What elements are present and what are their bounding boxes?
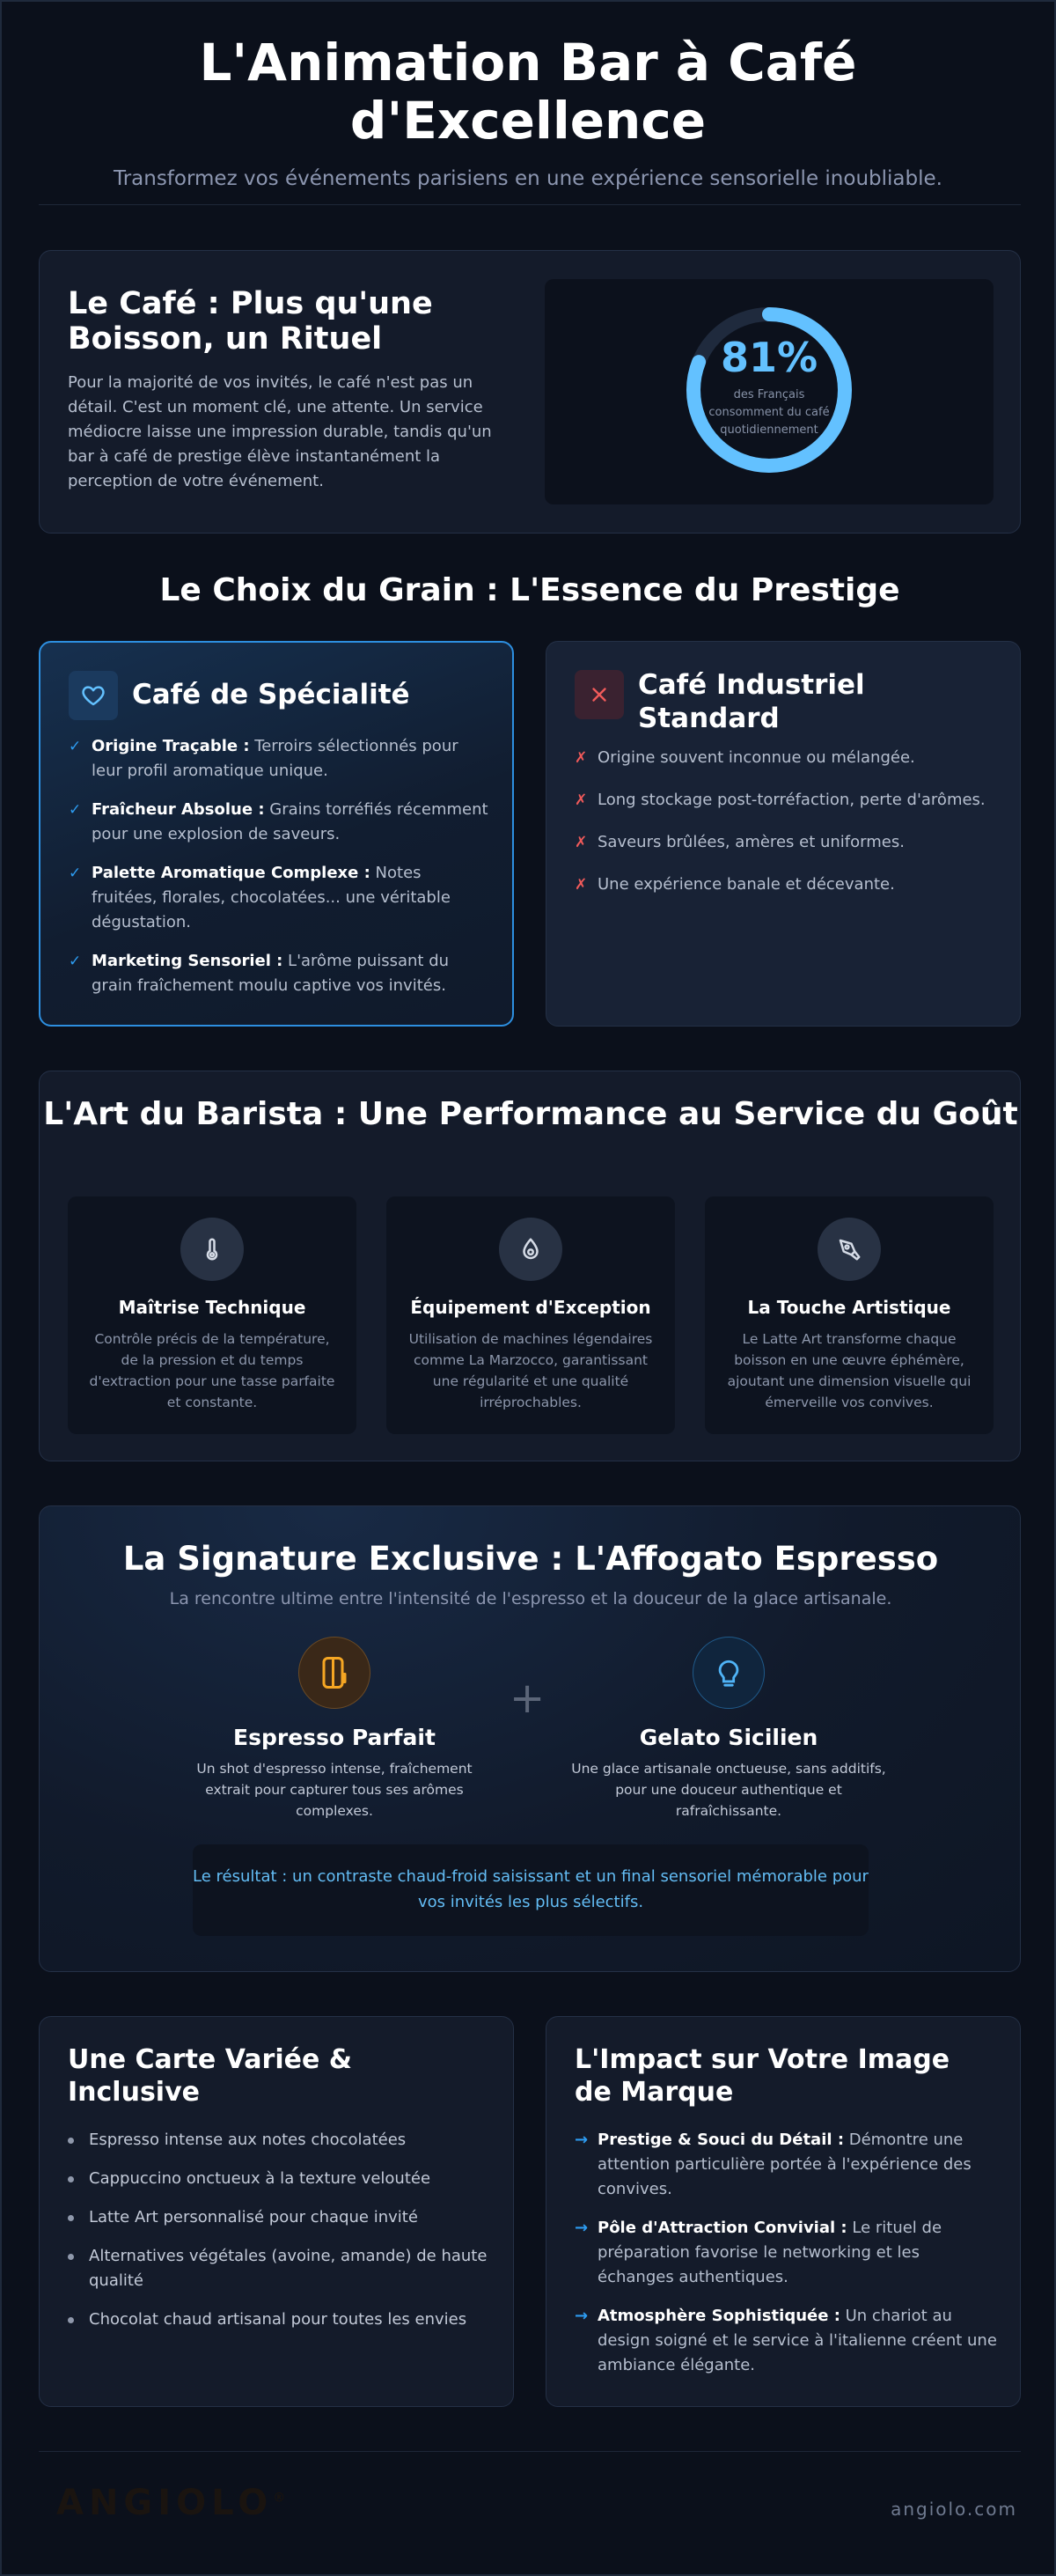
stat-value: 81%: [720, 334, 818, 381]
gelato-icon: [693, 1637, 765, 1709]
list-item: [575, 2216, 997, 2290]
menu-title: Une Carte Variée & Inclusive: [68, 2044, 352, 2108]
item-label: Atmosphère Sophistiquée :: [598, 2307, 840, 2325]
intro-card: [39, 250, 1021, 534]
intro-body: Pour la majorité de vos invités, le café n'est pas un détail. C'est un moment clé, une attente. Un service médiocre laisse une impression durable, tandis qu'un bar à café de prestige élève instantanément la perception de votre événement.: [68, 373, 492, 490]
impact-title: L'Impact sur Votre Image de Marque: [575, 2044, 950, 2108]
espresso-icon: [298, 1637, 370, 1709]
item-text: Le rituel de préparation favorise le networking et les échanges authentiques.: [598, 2219, 942, 2286]
divider: [39, 204, 1021, 205]
barista-title: L'Art du Barista : Une Performance au Service du Goût: [43, 1096, 1018, 1132]
list-item: [69, 949, 491, 998]
list-item: [575, 2304, 997, 2378]
impact-card: [546, 2016, 1021, 2407]
affogato-subtitle: La rencontre ultime entre l'intensité de l'espresso et la douceur de la glace artisanale.: [169, 1589, 892, 1608]
cross-icon: ✗: [575, 876, 588, 894]
specialty-title: Café de Spécialité: [132, 679, 410, 710]
item-text: Origine souvent inconnue ou mélangée.: [598, 748, 915, 767]
feature-artistic: [705, 1196, 994, 1434]
page-header: [2, 2, 1054, 190]
gelato-title: Gelato Sicilien: [639, 1725, 818, 1750]
logo-text: ANGIOLO: [56, 2483, 274, 2523]
list-item: [575, 788, 997, 813]
espresso-text: Un shot d'espresso intense, fraîchement extrait pour capturer tous ses arômes complexes.: [196, 1761, 473, 1819]
check-icon: ✓: [69, 865, 82, 882]
list-item: [575, 746, 997, 770]
stat-caption: des Français consomment du café quotidiennement: [708, 388, 830, 437]
footer-logo: [56, 2483, 285, 2523]
list-item: Chocolat chaud artisanal pour toutes les envies: [68, 2307, 490, 2332]
page-title: L'Animation Bar à Café d'Excellence: [199, 33, 857, 151]
pen-icon: [818, 1218, 881, 1281]
item-text: Long stockage post-torréfaction, perte d'arômes.: [598, 791, 986, 809]
specialty-card: [39, 641, 514, 1027]
feature-equipment: [386, 1196, 675, 1434]
heart-icon: [69, 671, 118, 720]
close-icon: [575, 670, 624, 719]
item-text: Un chariot au design soigné et le service à l'italienne créent une ambiance élégante.: [598, 2307, 997, 2374]
cross-icon: ✗: [575, 791, 588, 809]
item-text: Démontre une attention particulière portée à l'expérience des convives.: [598, 2131, 972, 2198]
item-text: Une expérience banale et décevante.: [598, 875, 895, 894]
feature-text: Utilisation de machines légendaires comme La Marzocco, garantissant une régularité et une qualité irréprochables.: [408, 1331, 653, 1410]
plus-sign: +: [510, 1674, 546, 1723]
list-item: [575, 830, 997, 855]
feature-technique: [68, 1196, 356, 1434]
check-icon: ✓: [69, 738, 82, 755]
feature-text: Contrôle précis de la température, de la pression et du temps d'extraction pour une tasse parfaite et constante.: [89, 1331, 335, 1410]
list-item: [575, 872, 997, 897]
feature-title: Équipement d'Exception: [410, 1297, 651, 1318]
barista-card: [39, 1071, 1021, 1461]
item-text: Notes fruitées, florales, chocolatées... une véritable dégustation.: [92, 864, 451, 931]
item-text: Terroirs sélectionnés pour leur profil aromatique unique.: [92, 737, 458, 780]
thermometer-icon: [180, 1218, 244, 1281]
menu-card: [39, 2016, 514, 2407]
item-text: Grains torréfiés récemment pour une explosion de saveurs.: [92, 800, 488, 843]
list-item: Espresso intense aux notes chocolatées: [68, 2128, 490, 2153]
list-item: [69, 734, 491, 784]
cross-icon: ✗: [575, 834, 588, 851]
item-label: Fraîcheur Absolue :: [92, 800, 265, 819]
impact-list: [575, 2128, 997, 2392]
list-item: Cappuccino onctueux à la texture veloutée: [68, 2167, 490, 2191]
list-item: [69, 861, 491, 935]
gelato-text: Une glace artisanale onctueuse, sans additifs, pour une douceur authentique et rafraîchissante.: [571, 1761, 886, 1819]
intro-title: Le Café : Plus qu'une Boisson, un Rituel: [68, 286, 433, 357]
item-label: Palette Aromatique Complexe :: [92, 864, 370, 882]
menu-list: [68, 2128, 490, 2346]
industrial-card: [546, 641, 1021, 1027]
item-label: Origine Traçable :: [92, 737, 250, 755]
page-subtitle: Transformez vos événements parisiens en une expérience sensorielle inoubliable.: [114, 167, 942, 190]
drop-icon: [499, 1218, 562, 1281]
check-icon: ✓: [69, 953, 82, 970]
feature-title: La Touche Artistique: [747, 1297, 951, 1318]
specialty-list: [69, 734, 491, 998]
affogato-card: [39, 1505, 1021, 1972]
check-icon: ✓: [69, 801, 82, 819]
result-box: Le résultat : un contraste chaud-froid saisissant et un final sensoriel mémorable pour vos invités les plus sélectifs.: [193, 1844, 869, 1936]
grain-heading: Le Choix du Grain : L'Essence du Prestige: [159, 572, 900, 608]
industrial-title: Café Industriel Standard: [638, 669, 865, 734]
footer-link[interactable]: angiolo.com: [891, 2499, 1017, 2520]
affogato-title: La Signature Exclusive : L'Affogato Espresso: [122, 1540, 939, 1578]
list-item: [69, 798, 491, 847]
item-text: Saveurs brûlées, amères et uniformes.: [598, 833, 905, 851]
footer-divider: [39, 2451, 1021, 2452]
logo-mark: ®: [273, 2491, 286, 2506]
list-item: Alternatives végétales (avoine, amande) de haute qualité: [68, 2244, 490, 2293]
feature-title: Maîtrise Technique: [118, 1297, 306, 1318]
list-item: Latte Art personnalisé pour chaque invité: [68, 2205, 490, 2230]
cross-icon: ✗: [575, 749, 588, 767]
feature-text: Le Latte Art transforme chaque boisson en une œuvre éphémère, ajoutant une dimension visuelle qui émerveille vos convives.: [727, 1331, 972, 1410]
stat-box: [545, 279, 994, 504]
arrow-right-icon: →: [575, 2219, 589, 2237]
list-item: [575, 2128, 997, 2202]
arrow-right-icon: →: [575, 2131, 589, 2149]
item-label: Marketing Sensoriel :: [92, 952, 283, 970]
item-label: Pôle d'Attraction Convivial :: [598, 2219, 847, 2237]
industrial-list: [575, 746, 997, 897]
arrow-right-icon: →: [575, 2307, 589, 2325]
espresso-title: Espresso Parfait: [233, 1725, 436, 1750]
item-text: L'arôme puissant du grain fraîchement moulu captive vos invités.: [92, 952, 450, 995]
item-label: Prestige & Souci du Détail :: [598, 2131, 845, 2149]
